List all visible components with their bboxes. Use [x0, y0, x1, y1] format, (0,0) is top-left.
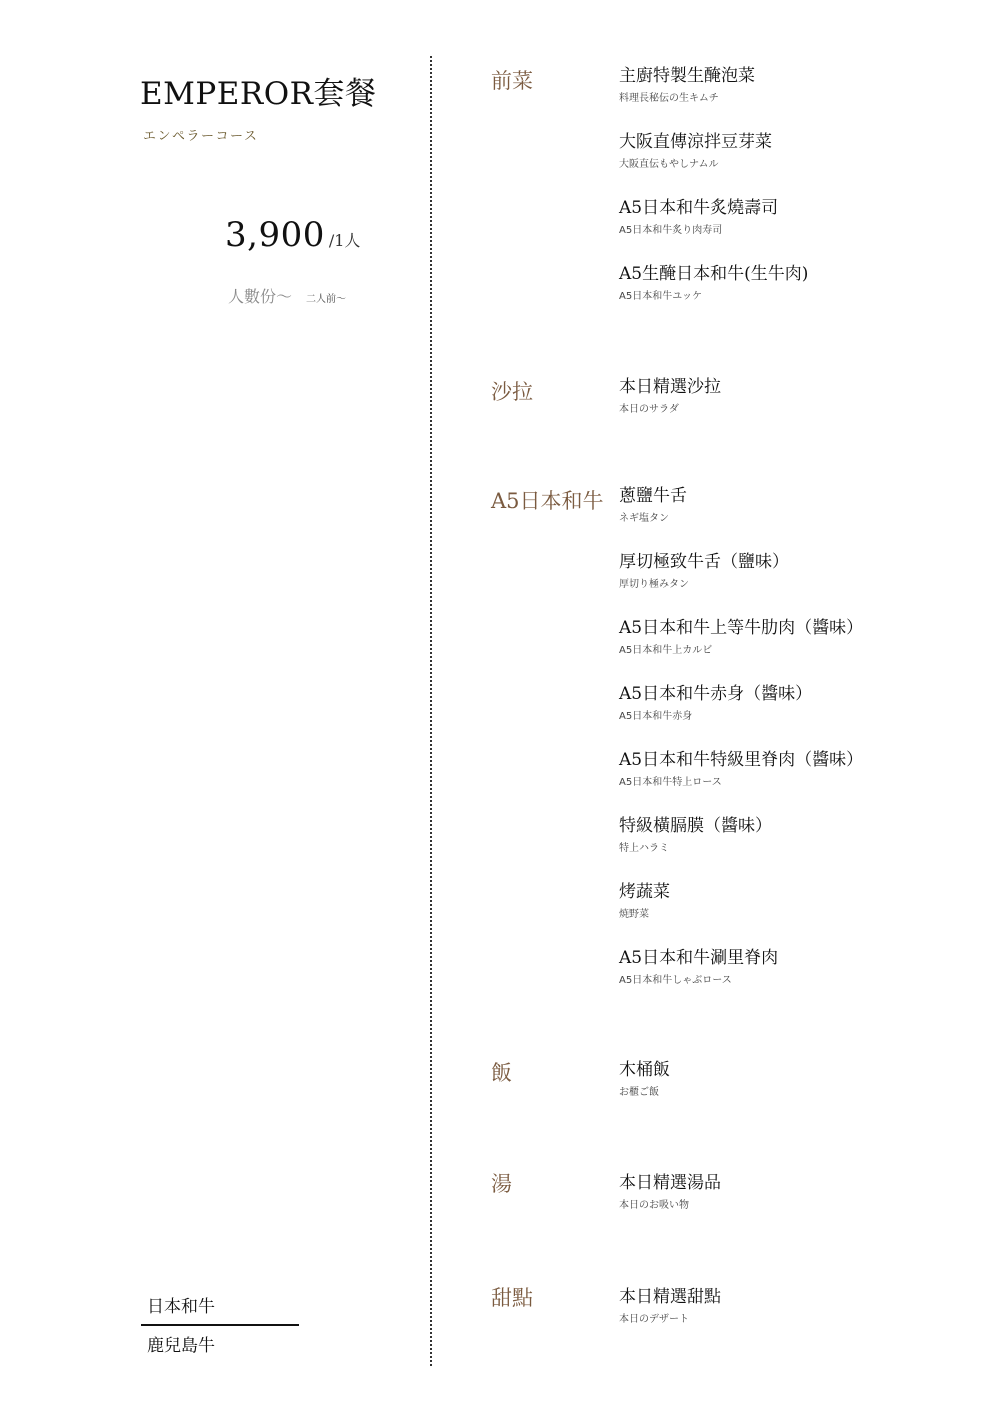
- section-category: 湯: [491, 1172, 512, 1196]
- section-items: [619, 1059, 979, 1125]
- section-category: A5日本和牛: [491, 489, 604, 513]
- menu-item: [619, 881, 979, 947]
- menu-item-name: A5日本和牛特級里脊肉（醬味）: [619, 750, 864, 770]
- menu-item-name: 蔥鹽牛舌: [619, 486, 687, 506]
- menu-item-japanese: 焼野菜: [619, 909, 649, 920]
- dotted-divider: [430, 56, 432, 1366]
- origin-divider: [141, 1324, 299, 1326]
- section-category: 沙拉: [491, 380, 533, 404]
- menu-item-name: 厚切極致牛舌（鹽味）: [619, 552, 789, 572]
- origin-label-kagoshima: 鹿兒島牛: [147, 1336, 215, 1356]
- section-items: [619, 376, 979, 442]
- section-category: 前菜: [491, 69, 533, 93]
- menu-item: [619, 197, 979, 263]
- menu-item-name: 烤蔬菜: [619, 882, 670, 902]
- menu-item-japanese: 本日のお吸い物: [619, 1200, 689, 1211]
- section-category: 飯: [491, 1061, 512, 1085]
- price-per-person: /1人: [328, 231, 361, 250]
- price-row: [225, 215, 360, 255]
- menu-item-name: 本日精選甜點: [619, 1287, 721, 1307]
- menu-item: [619, 815, 979, 881]
- course-price: 3,900: [225, 215, 325, 255]
- menu-item: [619, 683, 979, 749]
- menu-item-name: 木桶飯: [619, 1060, 670, 1080]
- menu-item: [619, 749, 979, 815]
- section-items: [619, 1286, 979, 1352]
- menu-item: [619, 1059, 979, 1125]
- course-subtitle: エンペラーコース: [143, 129, 259, 144]
- menu-item-japanese: 本日のサラダ: [619, 404, 679, 415]
- menu-item-name: 主廚特製生醃泡菜: [619, 66, 755, 86]
- menu-item: [619, 1286, 979, 1352]
- menu-item-japanese: 大阪直伝もやしナムル: [619, 159, 719, 170]
- menu-item-name: A5日本和牛上等牛肋肉（醬味）: [619, 618, 864, 638]
- course-title: EMPEROR套餐: [140, 76, 377, 112]
- menu-item: [619, 551, 979, 617]
- menu-item-japanese: 料理長秘伝の生キムチ: [619, 93, 719, 104]
- menu-item: [619, 131, 979, 197]
- menu-item: [619, 947, 979, 1013]
- section-items: [619, 1172, 979, 1238]
- persons-label: 人數份～: [228, 287, 293, 306]
- menu-item: [619, 1172, 979, 1238]
- menu-item: [619, 617, 979, 683]
- menu-item-japanese: 特上ハラミ: [619, 843, 669, 854]
- persons-row: [228, 284, 346, 307]
- menu-item-name: A5日本和牛涮里脊肉: [619, 948, 779, 968]
- menu-item-japanese: ネギ塩タン: [619, 513, 669, 524]
- menu-item-name: 本日精選湯品: [619, 1173, 721, 1193]
- menu-item-name: 特級橫膈膜（醬味）: [619, 816, 772, 836]
- menu-item: [619, 376, 979, 442]
- menu-item-japanese: A5日本和牛特上ロース: [619, 777, 722, 788]
- persons-minimum: 二人前～: [306, 294, 347, 305]
- menu-item: [619, 485, 979, 551]
- menu-item: [619, 65, 979, 131]
- menu-item-japanese: A5日本和牛赤身: [619, 711, 693, 722]
- section-category: 甜點: [491, 1286, 533, 1310]
- menu-item-japanese: 厚切り極みタン: [619, 579, 689, 590]
- menu-item-japanese: お櫃ご飯: [619, 1087, 659, 1098]
- section-items: [619, 485, 979, 1013]
- origin-label-wagyu: 日本和牛: [147, 1297, 215, 1317]
- menu-item-name: A5生醃日本和牛(生牛肉): [619, 264, 809, 284]
- menu-item-japanese: A5日本和牛上カルビ: [619, 645, 713, 656]
- menu-item-japanese: A5日本和牛ユッケ: [619, 291, 703, 302]
- menu-item-name: 本日精選沙拉: [619, 377, 721, 397]
- menu-item-name: A5日本和牛赤身（醬味）: [619, 684, 813, 704]
- menu-item-japanese: A5日本和牛しゃぶロース: [619, 975, 732, 986]
- menu-item-japanese: 本日のデザート: [619, 1314, 689, 1325]
- menu-item-japanese: A5日本和牛炙り肉寿司: [619, 225, 723, 236]
- menu-item-name: 大阪直傳涼拌豆芽菜: [619, 132, 772, 152]
- menu-item: [619, 263, 979, 329]
- section-items: [619, 65, 979, 329]
- menu-item-name: A5日本和牛炙燒壽司: [619, 198, 779, 218]
